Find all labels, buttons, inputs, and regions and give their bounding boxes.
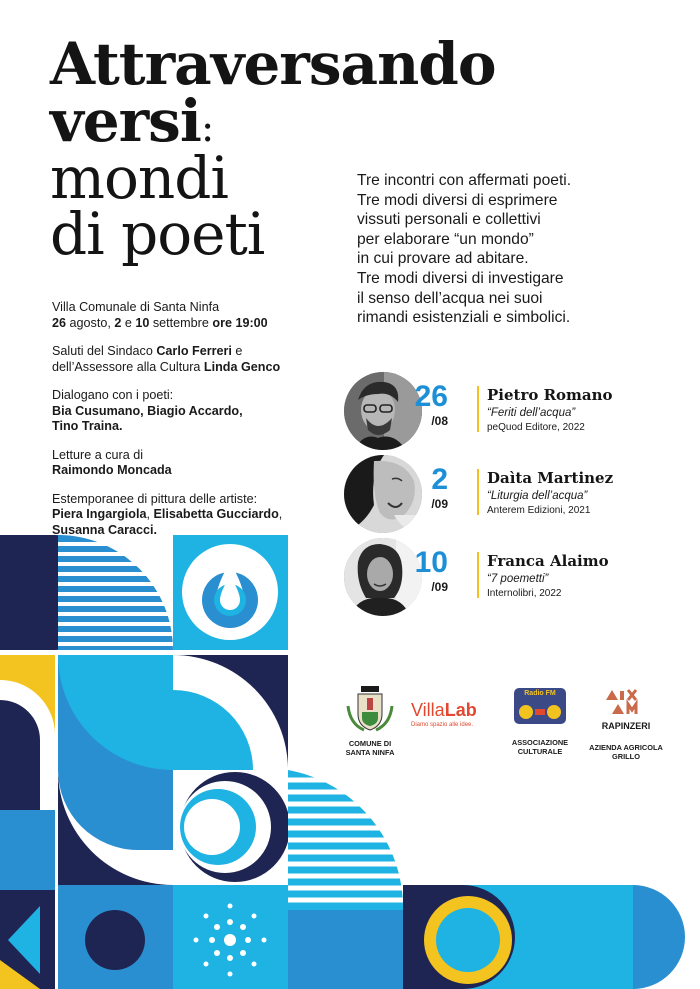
- title-colon: :: [200, 104, 214, 151]
- dialog-names-2: Tino Traina.: [52, 419, 123, 433]
- intro-line: vissuti personali e collettivi: [357, 211, 541, 229]
- poet-day: 26: [414, 380, 448, 413]
- painter-sep: ,: [146, 507, 154, 521]
- striped-quarter-circle: [58, 535, 180, 650]
- azienda-label-line-1: AZIENDA AGRICOLA: [589, 743, 663, 752]
- azienda-label-line-2: GRILLO: [612, 752, 640, 761]
- poet-publisher: peQuod Editore, 2022: [487, 422, 585, 433]
- reading-block: [52, 448, 342, 479]
- radio-label: Radio FM: [524, 690, 556, 697]
- venue-block: [52, 300, 342, 331]
- poet-month: /09: [431, 497, 448, 511]
- intro-text: [357, 171, 677, 328]
- comune-label-line-2: SANTA NINFA: [345, 748, 395, 757]
- poet-book: “Liturgia dell’acqua”: [487, 490, 588, 502]
- poet-card-2: [344, 455, 684, 535]
- title-line-2: [50, 86, 496, 155]
- date-word: e: [121, 315, 136, 330]
- striped-half-circle: [288, 770, 410, 910]
- title-line-4: di poeti: [50, 200, 265, 269]
- greet-mid: e: [231, 344, 243, 358]
- title-line-1: Attraversando: [50, 30, 496, 98]
- assoc-label-line-1: ASSOCIAZIONE: [511, 738, 569, 747]
- poet-book: “7 poemetti”: [487, 573, 549, 585]
- date-word: settembre: [149, 315, 213, 330]
- greet-prefix: Saluti del Sindaco: [52, 344, 157, 358]
- poet-photo: [344, 372, 422, 450]
- dialog-label: Dialogano con i poeti:: [52, 388, 174, 402]
- assoc-label-line-2: CULTURALE: [517, 747, 563, 756]
- intro-line: Tre modi diversi di esprimere: [357, 191, 558, 209]
- reader-name: Raimondo Moncada: [52, 463, 172, 477]
- yellow-divider: [477, 386, 479, 432]
- painter-3: Susanna Caracci.: [52, 522, 157, 537]
- poet-publisher: Internolibri, 2022: [487, 588, 562, 599]
- intro-line: per elaborare “un mondo”: [357, 230, 534, 248]
- villalab-a: Villa: [411, 700, 445, 720]
- poet-publisher: Anterem Edizioni, 2021: [487, 505, 591, 516]
- poet-month: /09: [431, 580, 448, 594]
- reading-label: Letture a cura di: [52, 447, 144, 462]
- event-info: [52, 300, 342, 551]
- poet-month: /08: [431, 414, 448, 428]
- date-2: 2: [114, 315, 122, 330]
- painting-label: Estemporanee di pittura delle artiste:: [52, 491, 258, 506]
- intro-line: il senso dell’acqua nei suoi: [357, 289, 543, 307]
- painter-comma: ,: [278, 507, 283, 521]
- poet-name: Franca Alaimo: [487, 552, 609, 570]
- villalab-tagline: Diamo spazio alle idee.: [411, 722, 474, 728]
- painter-1: Piera Ingargiola: [52, 507, 147, 521]
- rapinzeri-wordmark: RAPINZERI: [601, 721, 651, 731]
- poet-name: Daìta Martinez: [487, 469, 614, 487]
- date-1: 26: [52, 315, 67, 330]
- comune-label-line-1: COMUNE DI: [348, 739, 392, 748]
- poet-book: “Feriti dell’acqua”: [487, 407, 576, 419]
- villalab-b: Lab: [444, 700, 477, 720]
- intro-line: rimandi esistenziali e simbolici.: [357, 309, 571, 327]
- title-line-3: mondi: [50, 143, 228, 212]
- assessor-name: Linda Genco: [203, 359, 281, 374]
- greetings-line-1: [52, 344, 342, 360]
- greet-line2: dell’Assessore alla Cultura: [52, 359, 204, 374]
- dialog-block: [52, 388, 342, 435]
- poet-card-1: [344, 372, 684, 452]
- poet-name: Pietro Romano: [487, 386, 613, 404]
- date-3: 10: [135, 315, 150, 330]
- poet-photo: [344, 455, 422, 533]
- intro-line: in cui provare ad abitare.: [357, 250, 529, 268]
- event-time: ore 19:00: [212, 315, 268, 330]
- intro-line: Tre incontri con affermati poeti.: [357, 172, 572, 189]
- yellow-divider: [477, 469, 479, 515]
- poet-day: 10: [414, 546, 448, 579]
- venue: Villa Comunale di Santa Ninfa: [52, 300, 220, 314]
- painter-2: Elisabetta Gucciardo: [153, 507, 279, 521]
- date-word: agosto,: [66, 315, 115, 330]
- dates: [52, 316, 342, 332]
- geometric-artwork: [0, 530, 700, 989]
- dialog-names-1: Bia Cusumano, Biagio Accardo,: [52, 403, 243, 418]
- greetings-block: [52, 344, 342, 375]
- mayor-name: Carlo Ferreri: [156, 344, 232, 358]
- intro-line: Tre modi diversi di investigare: [357, 269, 564, 287]
- poet-day: 2: [431, 463, 448, 496]
- title-word-versi: versi: [50, 86, 201, 155]
- greetings-line-2: [52, 360, 342, 376]
